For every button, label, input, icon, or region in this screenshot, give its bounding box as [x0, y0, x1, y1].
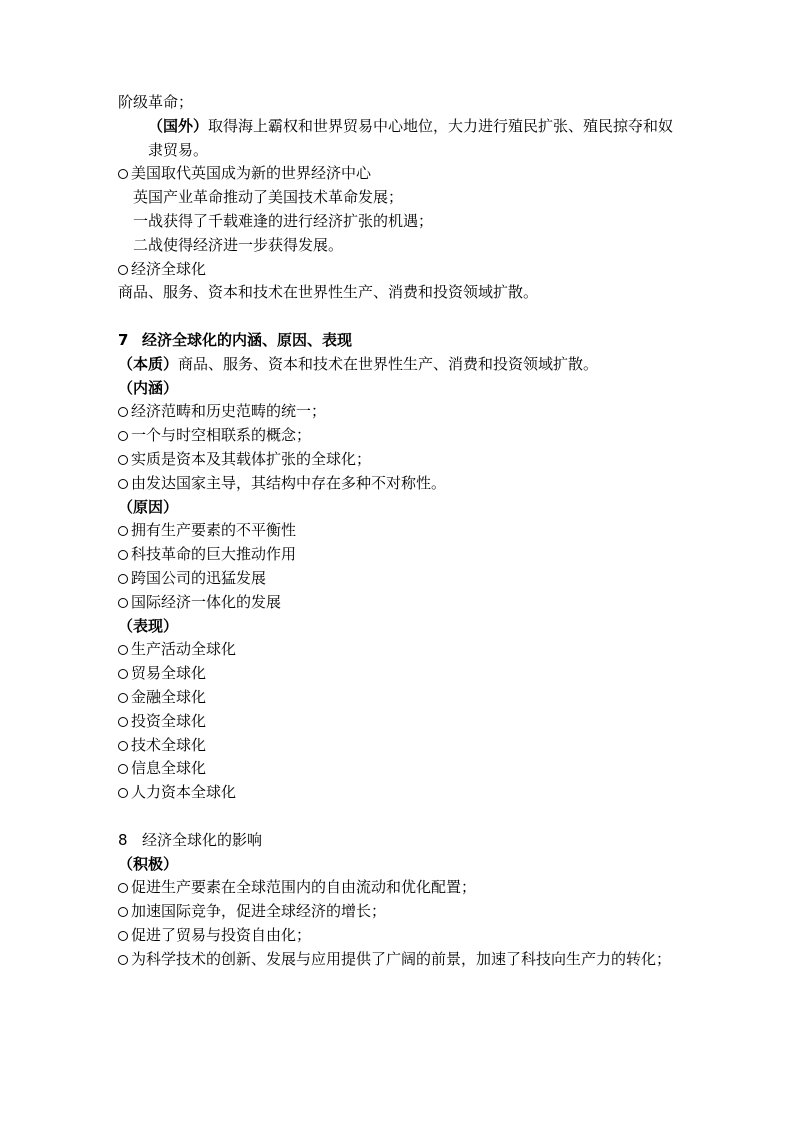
circle-bullet-icon — [118, 550, 128, 560]
list-item: 贸易全球化 — [118, 662, 678, 686]
sub-item: 一战获得了千载难逢的进行经济扩张的机遇； — [133, 211, 434, 230]
list-item: 投资全球化 — [118, 710, 678, 734]
circle-bullet-icon — [118, 764, 128, 774]
bullet-item: 美国取代英国成为新的世界经济中心 — [118, 162, 678, 186]
list-item: 金融全球化 — [118, 686, 678, 710]
list-item: 信息全球化 — [118, 757, 678, 781]
document-page — [118, 91, 678, 971]
manifestation-list — [118, 638, 678, 805]
list-item: 拥有生产要素的不平衡性 — [118, 519, 678, 543]
list-item: 为科学技术的创新、发展与应用提供了广阔的前景，加速了科技向生产力的转化； — [118, 948, 678, 972]
list-item: 生产活动全球化 — [118, 638, 678, 662]
tag-foreign: （国外） — [148, 116, 209, 135]
circle-bullet-icon — [118, 574, 128, 584]
list-item: 技术全球化 — [118, 734, 678, 758]
list-item: 实质是资本及其载体扩张的全球化； — [118, 448, 678, 472]
list-item: 一个与时空相联系的概念； — [118, 424, 678, 448]
circle-bullet-icon — [118, 717, 128, 727]
list-item: 跨国公司的迅猛发展 — [118, 567, 678, 591]
sub-item: 英国产业革命推动了美国技术革命发展； — [133, 188, 404, 207]
text-line: 阶级革命； — [118, 93, 194, 111]
circle-bullet-icon — [118, 883, 128, 893]
section-heading-8: 8 经济全球化的影响 — [118, 830, 263, 849]
list-item: 人力资本全球化 — [118, 781, 678, 805]
bullet-item: 经济全球化 — [118, 258, 678, 282]
text-line: 商品、服务、资本和技术在世界性生产、消费和投资领域扩散。 — [118, 283, 539, 302]
circle-bullet-icon — [118, 431, 128, 441]
sub-item: 二战使得经济进一步获得发展。 — [133, 235, 344, 254]
positive-list — [118, 876, 678, 971]
list-item: 促进了贸易与投资自由化； — [118, 924, 678, 948]
paragraph-text: 取得海上霸权和世界贸易中心地位，大力进行殖民扩张、殖民掠夺和奴隶贸易。 — [148, 116, 674, 159]
list-item: 科技革命的巨大推动作用 — [118, 543, 678, 567]
circle-bullet-icon — [118, 169, 128, 179]
circle-bullet-icon — [118, 955, 128, 965]
circle-bullet-icon — [118, 931, 128, 941]
subheading-positive: （积极） — [118, 854, 179, 873]
connotation-list — [118, 400, 678, 495]
list-item: 促进生产要素在全球范围内的自由流动和优化配置； — [118, 876, 678, 900]
circle-bullet-icon — [118, 669, 128, 679]
circle-bullet-icon — [118, 741, 128, 751]
circle-bullet-icon — [118, 455, 128, 465]
circle-bullet-icon — [118, 645, 128, 655]
circle-bullet-icon — [118, 907, 128, 917]
circle-bullet-icon — [118, 407, 128, 417]
subheading-manifestation: （表现） — [118, 616, 179, 635]
circle-bullet-icon — [118, 526, 128, 536]
list-item: 加速国际竞争，促进全球经济的增长； — [118, 900, 678, 924]
subheading-cause: （原因） — [118, 497, 179, 516]
essence-line: （本质）商品、服务、资本和技术在世界性生产、消费和投资领域扩散。 — [118, 354, 599, 373]
circle-bullet-icon — [118, 265, 128, 275]
circle-bullet-icon — [118, 598, 128, 608]
subheading-connotation: （内涵） — [118, 378, 179, 397]
section-heading-7: 7 经济全球化的内涵、原因、表现 — [118, 330, 353, 349]
circle-bullet-icon — [118, 788, 128, 798]
circle-bullet-icon — [118, 479, 128, 489]
list-item: 国际经济一体化的发展 — [118, 591, 678, 615]
list-item: 经济范畴和历史范畴的统一； — [118, 400, 678, 424]
circle-bullet-icon — [118, 693, 128, 703]
list-item: 由发达国家主导，其结构中存在多种不对称性。 — [118, 472, 678, 496]
paragraph-foreign — [118, 115, 678, 163]
cause-list — [118, 519, 678, 614]
